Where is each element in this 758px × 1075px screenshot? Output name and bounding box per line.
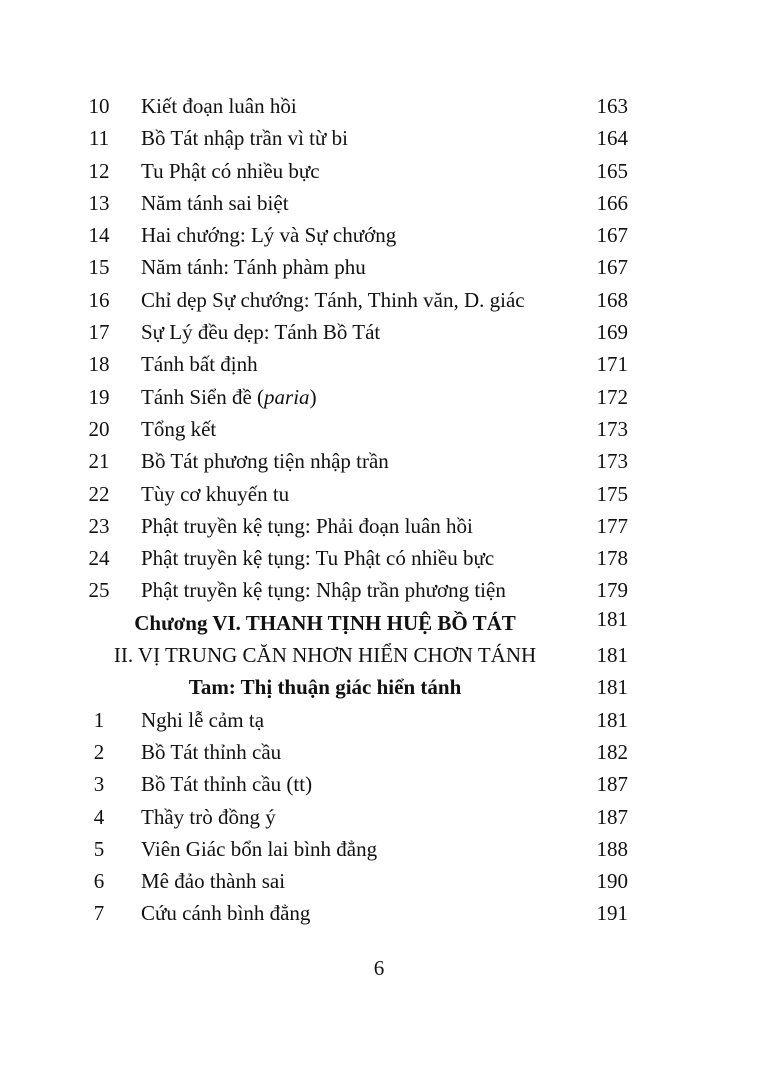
toc-row xyxy=(0,187,758,219)
toc-row xyxy=(0,478,758,510)
entry-page: 187 xyxy=(596,804,628,829)
toc-row xyxy=(0,284,758,316)
entry-page: 167 xyxy=(596,255,628,280)
toc-row xyxy=(0,413,758,445)
entry-number: 11 xyxy=(88,126,110,151)
toc-row xyxy=(0,865,758,897)
entry-page: 172 xyxy=(596,384,628,409)
heading-page: 181 xyxy=(596,643,628,668)
entry-title: Nghi lễ cảm tạ xyxy=(141,707,265,732)
entry-page: 168 xyxy=(596,287,628,312)
heading-page: 181 xyxy=(596,606,628,631)
entry-number: 12 xyxy=(88,158,110,183)
toc-row xyxy=(0,897,758,929)
table-of-contents xyxy=(0,90,758,930)
toc-row xyxy=(0,381,758,413)
entry-title: Sự Lý đều dẹp: Tánh Bồ Tát xyxy=(141,320,381,345)
entry-title xyxy=(141,381,317,413)
section-heading xyxy=(0,639,758,671)
entry-number: 23 xyxy=(88,513,110,538)
entry-number: 21 xyxy=(88,449,110,474)
entry-number: 13 xyxy=(88,190,110,215)
entry-number: 15 xyxy=(88,255,110,280)
entry-title: Tánh bất định xyxy=(141,352,258,377)
entry-page: 178 xyxy=(596,546,628,571)
entry-number: 18 xyxy=(88,352,110,377)
entry-page: 188 xyxy=(596,836,628,861)
entry-title-text: Tánh Siển đề ( xyxy=(141,384,265,409)
heading-title: Tam: Thị thuận giác hiển tánh xyxy=(188,675,462,700)
entry-title: Bồ Tát thỉnh cầu (tt) xyxy=(141,772,313,797)
heading-page: 181 xyxy=(596,675,628,700)
entry-number: 19 xyxy=(88,384,110,409)
toc-row xyxy=(0,801,758,833)
entry-number: 16 xyxy=(88,287,110,312)
toc-row xyxy=(0,251,758,283)
entry-title: Cứu cánh bình đẳng xyxy=(141,901,311,926)
subsection-heading xyxy=(0,671,758,703)
entry-page: 175 xyxy=(596,481,628,506)
entry-page: 191 xyxy=(596,901,628,926)
entry-title-text: ) xyxy=(309,384,317,409)
toc-row xyxy=(0,445,758,477)
chapter-heading xyxy=(0,607,758,639)
toc-row xyxy=(0,542,758,574)
toc-row xyxy=(0,155,758,187)
entry-page: 164 xyxy=(596,126,628,151)
entry-number: 10 xyxy=(88,94,110,118)
entry-page: 169 xyxy=(596,320,628,345)
heading-title: Chương VI. THANH TỊNH HUỆ BỒ TÁT xyxy=(134,610,516,635)
entry-page: 167 xyxy=(596,223,628,248)
toc-row xyxy=(0,833,758,865)
toc-row xyxy=(0,736,758,768)
entry-page: 177 xyxy=(596,513,628,538)
entry-number: 2 xyxy=(93,739,105,764)
toc-row xyxy=(0,768,758,800)
entry-number: 22 xyxy=(88,481,110,506)
entry-number: 4 xyxy=(93,804,105,829)
entry-page: 166 xyxy=(596,190,628,215)
entry-title: Chỉ dẹp Sự chướng: Tánh, Thinh văn, D. giác xyxy=(141,287,525,312)
entry-number: 24 xyxy=(88,546,110,571)
entry-number: 25 xyxy=(88,578,110,603)
entry-number: 1 xyxy=(93,707,105,732)
toc-row xyxy=(0,122,758,154)
entry-page: 165 xyxy=(596,158,628,183)
page-number: 6 xyxy=(373,956,385,980)
entry-title: Bồ Tát thỉnh cầu xyxy=(141,739,282,764)
entry-title: Viên Giác bổn lai bình đẳng xyxy=(141,836,378,861)
entry-title: Tổng kết xyxy=(141,416,217,441)
toc-row xyxy=(0,90,758,122)
toc-row xyxy=(0,219,758,251)
toc-row xyxy=(0,348,758,380)
toc-row xyxy=(0,574,758,606)
entry-title: Bồ Tát phương tiện nhập trần xyxy=(141,449,389,474)
entry-number: 20 xyxy=(88,416,110,441)
entry-title: Kiết đoạn luân hồi xyxy=(141,94,297,118)
entry-title: Phật truyền kệ tụng: Nhập trần phương tiện xyxy=(141,578,506,603)
entry-title: Bồ Tát nhập trần vì từ bi xyxy=(141,126,348,151)
entry-title-italic: paria xyxy=(264,384,310,409)
entry-number: 14 xyxy=(88,223,110,248)
entry-title: Phật truyền kệ tụng: Phải đoạn luân hồi xyxy=(141,513,473,538)
toc-row xyxy=(0,704,758,736)
entry-title: Năm tánh sai biệt xyxy=(141,190,289,215)
entry-number: 7 xyxy=(93,901,105,926)
toc-row xyxy=(0,316,758,348)
toc-row xyxy=(0,510,758,542)
entry-page: 171 xyxy=(596,352,628,377)
entry-number: 5 xyxy=(93,836,105,861)
entry-title: Tu Phật có nhiều bực xyxy=(141,158,320,183)
entry-page: 182 xyxy=(596,739,628,764)
entry-number: 17 xyxy=(88,320,110,345)
heading-title: II. VỊ TRUNG CĂN NHƠN HIỂN CHƠN TÁNH xyxy=(113,643,537,668)
entry-page: 179 xyxy=(596,578,628,603)
entry-number: 3 xyxy=(93,772,105,797)
entry-title: Thầy trò đồng ý xyxy=(141,804,276,829)
entry-title: Năm tánh: Tánh phàm phu xyxy=(141,255,366,280)
entry-title: Tùy cơ khuyến tu xyxy=(141,481,290,506)
entry-title: Mê đảo thành sai xyxy=(141,869,286,894)
entry-number: 6 xyxy=(93,869,105,894)
entry-page: 187 xyxy=(596,772,628,797)
entry-page: 163 xyxy=(596,94,628,118)
entry-page: 173 xyxy=(596,416,628,441)
entry-page: 173 xyxy=(596,449,628,474)
entry-page: 181 xyxy=(596,707,628,732)
entry-page: 190 xyxy=(596,869,628,894)
entry-title: Phật truyền kệ tụng: Tu Phật có nhiều bực xyxy=(141,546,495,571)
entry-title: Hai chướng: Lý và Sự chướng xyxy=(141,223,397,248)
